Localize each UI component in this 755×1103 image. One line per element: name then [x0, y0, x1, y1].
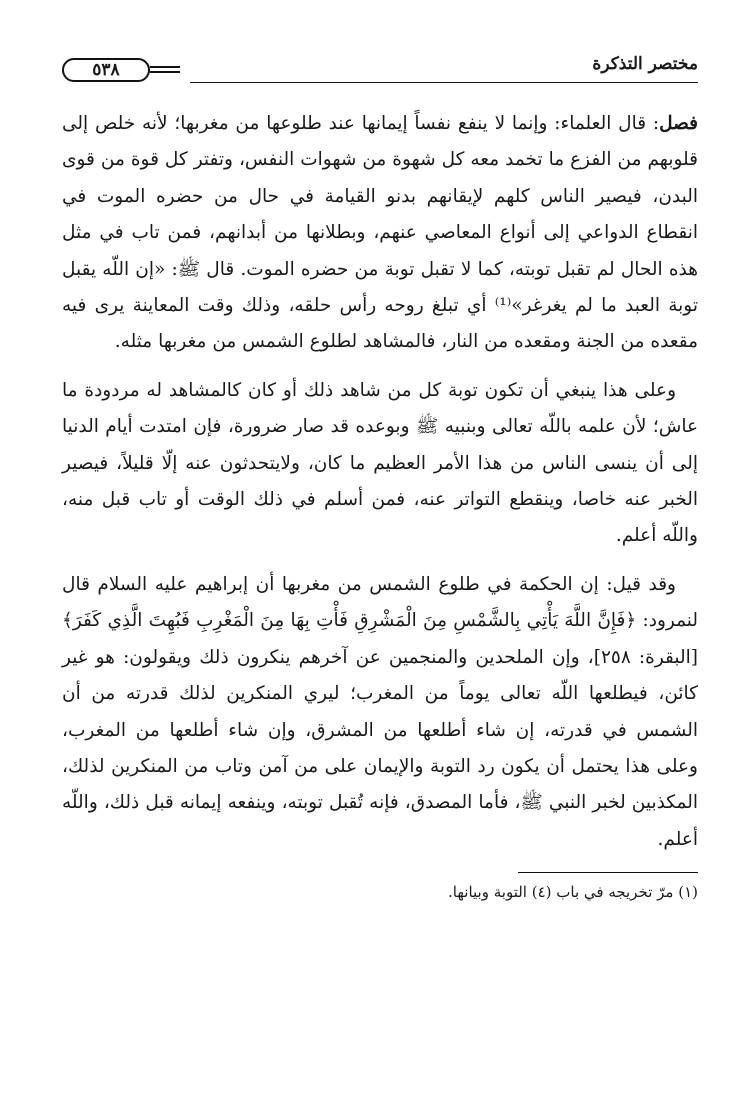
- page-number: ٥٣٨: [62, 58, 150, 82]
- ornament-lines: [150, 66, 180, 76]
- paragraph-2: [62, 373, 698, 555]
- paragraph-text: وعلى هذا ينبغي أن تكون توبة كل من شاهد ذلك أو كان كالمشاهد له مردودة ما عاش؛ لأن علمه باللّه تعالى وبنبيه ﷺ وبوعده قد صار ضرورة، فإن امتدت أيام الدنيا إلى أن ينسى الناس من هذا الأمر العظيم ما كان، ولايتحدثون عنه إلّا قليلاً، فيصير الخبر عنه خاصا، وينقطع التواتر عنه، فمن أسلم في ذلك الوقت أو تاب قبل منه، واللّه أعلم.: [62, 379, 698, 547]
- footnote-rule: [518, 872, 698, 873]
- running-title: مختصر التذكرة: [592, 54, 698, 74]
- section-lead: فصل: [659, 113, 698, 134]
- paragraph-3: [62, 567, 698, 858]
- paragraph-text: وقد قيل: إن الحكمة في طلوع الشمس من مغربها أن إبراهيم عليه السلام قال لنمرود: ﴿فَإِنَّ اللَّهَ يَأْتِي بِالشَّمْسِ مِنَ الْمَشْرِقِ فَأْتِ بِهَا مِنَ الْمَغْرِبِ فَبُهِتَ الَّذِي كَفَرَ﴾ [البقرة: ٢٥٨]، وإن الملحدين والمنجمين عن آخرهم ينكرون ذلك ويقولون: هو غير كائن، فيطلعها اللّه تعالى يوماً من المغرب؛ ليري المنكرين لذلك قدرته من أن الشمس في قدرته، إن شاء أطلعها من المشرق، وإن شاء أطلعها من المغرب، وعلى هذا يحتمل أن يكون رد التوبة والإيمان على من آمن وتاب من المنكرين لذلك، المكذبين لخبر النبي ﷺ، فأما المصدق، فإنه تُقبل توبته، وينفعه إيمانه قبل ذلك، واللّه أعلم.: [62, 573, 698, 850]
- header-rule: [190, 82, 698, 83]
- page-number-badge: [62, 58, 188, 84]
- paragraph-1: [62, 106, 698, 361]
- footnote: (١) مرّ تخريجه في باب (٤) التوبة وبيانها.: [448, 883, 698, 902]
- paragraph-text: : قال العلماء: وإنما لا ينفع نفساً إيمانها عند طلوعها من مغربها؛ لأنه خلص إلى قلوبهم من الفزع ما تخمد معه كل شهوة من شهوات النفس، وتفتر كل قوة من قوى البدن، فيصير الناس كلهم لإيقانهم بدنو القيامة في حال من حضره الموت في انقطاع الدواعي إلى أنواع المعاصي عنهم، وبطلانها من أبدانهم، فمن تاب في مثل هذه الحال لم تقبل توبته، كما لا تقبل توبة من حضره الموت. قال ﷺ: «إن اللّه يقبل توبة العبد ما لم يغرغر»⁽¹⁾ أي تبلغ روحه رأس حلقه، وذلك وقت المعاينة يرى فيه مقعده من الجنة ومقعده من النار، فالمشاهد لطلوع الشمس من مغربها مثله.: [62, 113, 698, 353]
- page-body: [62, 106, 698, 858]
- page-header: [62, 48, 698, 94]
- book-page: [62, 48, 698, 1078]
